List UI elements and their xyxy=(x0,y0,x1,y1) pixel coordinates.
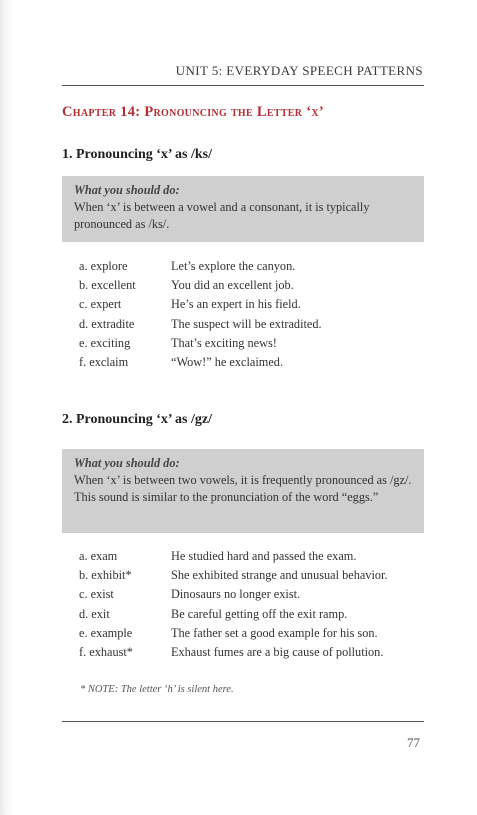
example-sentence: The suspect will be extradited. xyxy=(171,316,322,331)
instruction-box xyxy=(62,449,424,533)
word-list xyxy=(79,549,424,664)
example-sentence: Dinosaurs no longer exist. xyxy=(171,587,301,602)
list-item xyxy=(79,336,424,355)
footnote: * NOTE: The letter ‘h’ is silent here. xyxy=(80,684,234,695)
word-label: c. exist xyxy=(79,587,114,602)
example-sentence: He’s an expert in his field. xyxy=(171,297,301,312)
word-label: b. excellent xyxy=(79,278,136,293)
example-sentence: Be careful getting off the exit ramp. xyxy=(171,606,348,621)
list-item xyxy=(79,278,424,297)
list-item xyxy=(79,549,424,568)
word-label: f. exhaust* xyxy=(79,644,133,659)
word-label: b. exhibit* xyxy=(79,568,132,583)
instruction-text: When ‘x’ is between a vowel and a consonant, it is typically pronounced as /ks/. xyxy=(74,200,370,231)
word-label: d. exit xyxy=(79,606,110,621)
instruction-heading: What you should do: xyxy=(74,456,180,470)
list-item xyxy=(79,587,424,606)
example-sentence: “Wow!” he exclaimed. xyxy=(171,354,284,369)
chapter-title: Chapter 14: Pronouncing the Letter ‘x’ xyxy=(62,104,324,120)
list-item xyxy=(79,607,424,626)
word-label: e. example xyxy=(79,625,133,640)
instruction-box xyxy=(62,176,424,242)
word-label: a. exam xyxy=(79,549,118,563)
example-sentence: The father set a good example for his son. xyxy=(171,625,378,640)
list-item xyxy=(79,568,424,587)
footer-rule xyxy=(62,721,424,722)
example-sentence: He studied hard and passed the exam. xyxy=(171,549,357,563)
list-item xyxy=(79,317,424,336)
list-item xyxy=(79,645,424,664)
word-label: d. extradite xyxy=(79,316,135,331)
list-item xyxy=(79,297,424,316)
example-sentence: That’s exciting news! xyxy=(171,335,277,350)
example-sentence: You did an excellent job. xyxy=(171,278,294,293)
word-list xyxy=(79,259,424,374)
running-header: UNIT 5: EVERYDAY SPEECH PATTERNS xyxy=(175,63,423,78)
word-label: c. expert xyxy=(79,297,122,312)
page-number: 77 xyxy=(407,735,420,750)
header-rule xyxy=(62,85,424,86)
list-item xyxy=(79,355,424,374)
word-label: f. exclaim xyxy=(79,354,129,369)
example-sentence: Let’s explore the canyon. xyxy=(171,259,296,273)
list-item xyxy=(79,626,424,645)
example-sentence: Exhaust fumes are a big cause of pollution. xyxy=(171,644,384,659)
list-item xyxy=(79,259,424,278)
instruction-text: When ‘x’ is between two vowels, it is frequently pronounced as /gz/. This sound is similar to the pronunciation of the word “eggs.” xyxy=(74,473,412,504)
section-title: 1. Pronouncing ‘x’ as /ks/ xyxy=(62,147,213,162)
word-label: e. exciting xyxy=(79,335,131,350)
word-label: a. explore xyxy=(79,259,128,273)
instruction-heading: What you should do: xyxy=(74,183,180,197)
section-title: 2. Pronouncing ‘x’ as /gz/ xyxy=(62,412,212,427)
example-sentence: She exhibited strange and unusual behavior. xyxy=(171,568,388,583)
